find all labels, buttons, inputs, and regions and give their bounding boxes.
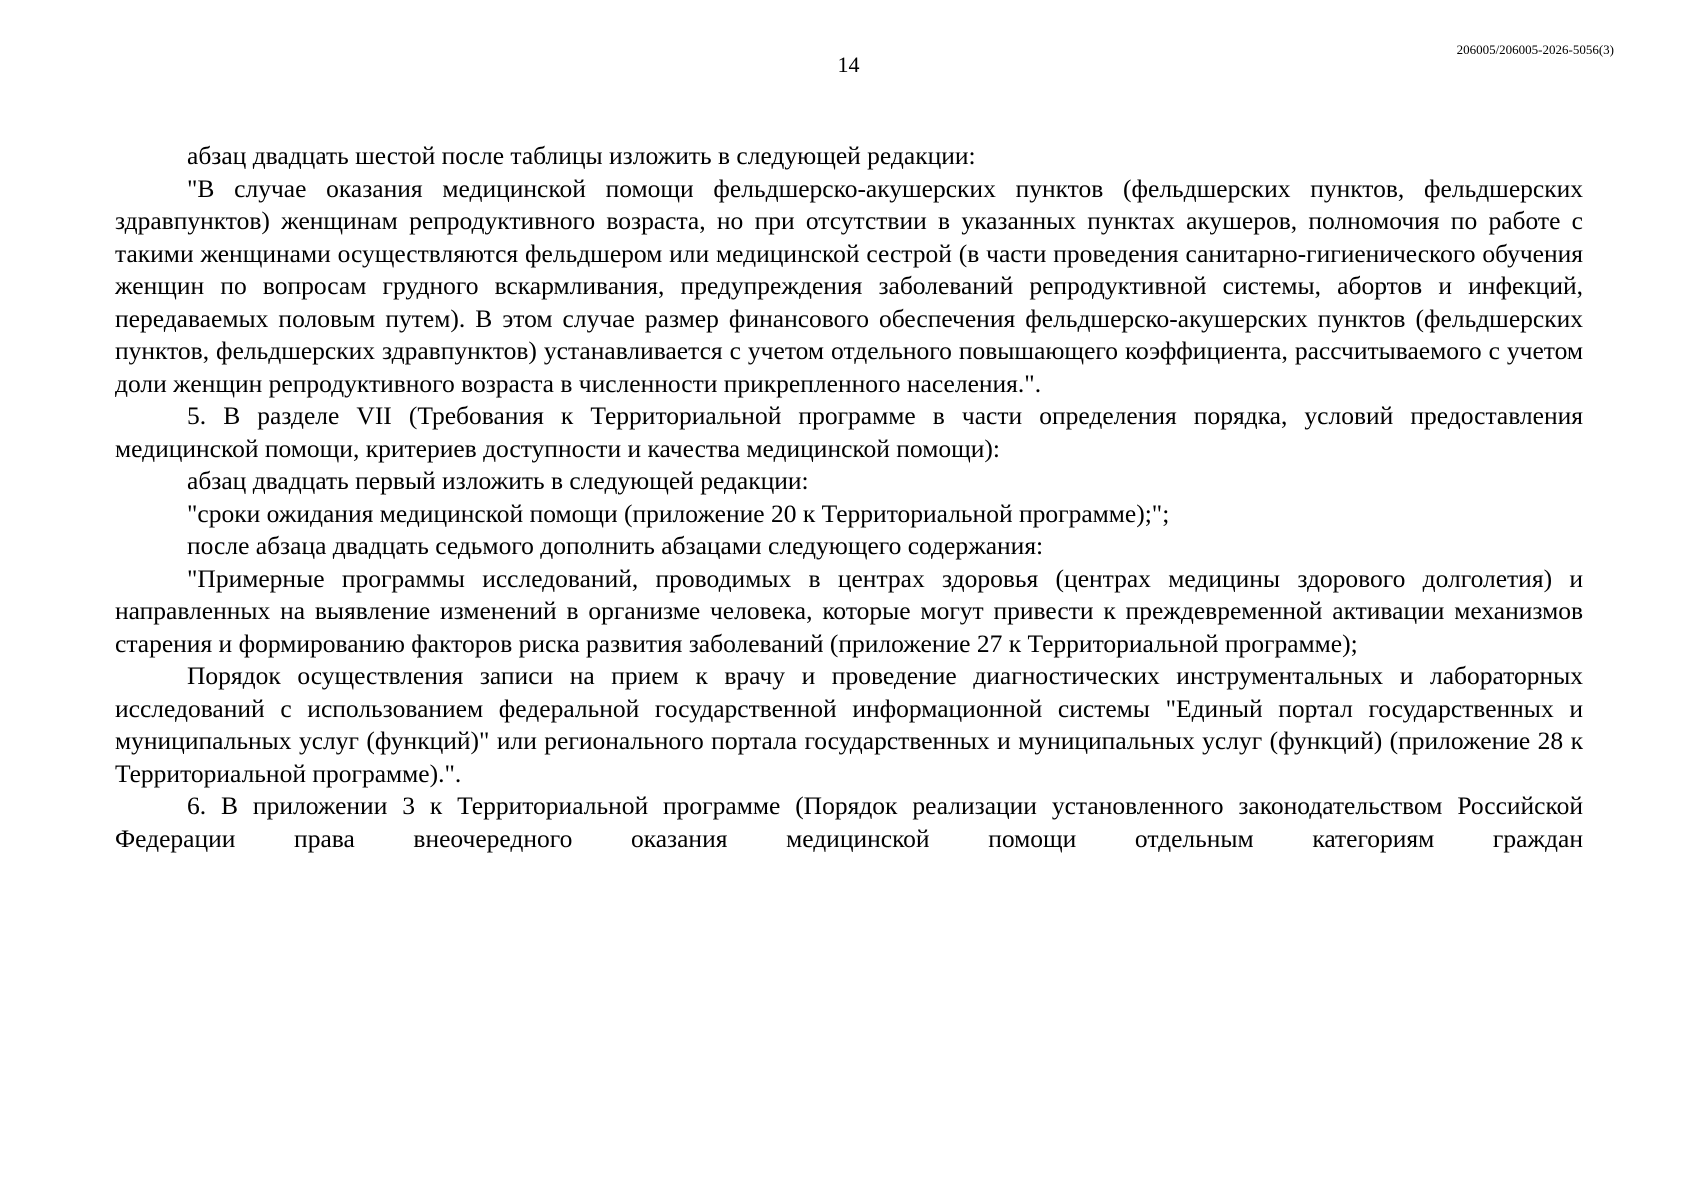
document-id: 206005/206005-2026-5056(3) <box>1456 42 1614 57</box>
paragraph-4: абзац двадцать первый изложить в следующей редакции: <box>187 466 809 495</box>
paragraph-8: Порядок осуществления записи на прием к врачу и проведение диагностических инструментальных и лабораторных исследований с использованием федеральной государственной информационной системы "Единый портал государственных и муниципальных услуг (функций)" или регионального портала государственных и муниципальных услуг (функций) (приложение 28 к Территориальной программе).". <box>115 661 1583 788</box>
paragraph-2: "В случае оказания медицинской помощи фельдшерско-акушерских пунктов (фельдшерских пунктов, фельдшерских здравпунктов) женщинам репродуктивного возраста, но при отсутствии в указанных пунктах акушеров, полномочия по работе с такими женщинами осуществляются фельдшером или медицинской сестрой (в части проведения санитарно-гигиенического обучения женщин по вопросам грудного вскармливания, предупреждения заболеваний репродуктивной системы, абортов и инфекций, передаваемых половым путем). В этом случае размер финансового обеспечения фельдшерско-акушерских пунктов (фельдшерских пунктов, фельдшерских здравпунктов) устанавливается с учетом отдельного повышающего коэффициента, рассчитываемого с учетом доли женщин репродуктивного возраста в численности прикрепленного населения.". <box>115 173 1583 398</box>
paragraph-9: 6. В приложении 3 к Территориальной программе (Порядок реализации установленного законодательством Российской Федерации права внеочередного оказания медицинской помощи отдельным категориям граждан <box>115 791 1583 853</box>
paragraph-1: абзац двадцать шестой после таблицы изложить в следующей редакции: <box>187 141 976 170</box>
paragraph-5: "сроки ожидания медицинской помощи (приложение 20 к Территориальной программе);"; <box>187 498 1170 528</box>
page-number: 14 <box>837 52 860 77</box>
paragraph-7: "Примерные программы исследований, проводимых в центрах здоровья (центрах медицины здорового долголетия) и направленных на выявление изменений в организме человека, которые могут привести к преждевременной активации механизмов старения и формированию факторов риска развития заболеваний (приложение 27 к Территориальной программе); <box>115 563 1583 658</box>
paragraph-3: 5. В разделе VII (Требования к Территориальной программе в части определения порядка, условий предоставления медицинской помощи, критериев доступности и качества медицинской помощи): <box>115 401 1583 463</box>
document-body <box>115 140 1583 855</box>
paragraph-6: после абзаца двадцать седьмого дополнить абзацами следующего содержания: <box>187 531 1044 560</box>
